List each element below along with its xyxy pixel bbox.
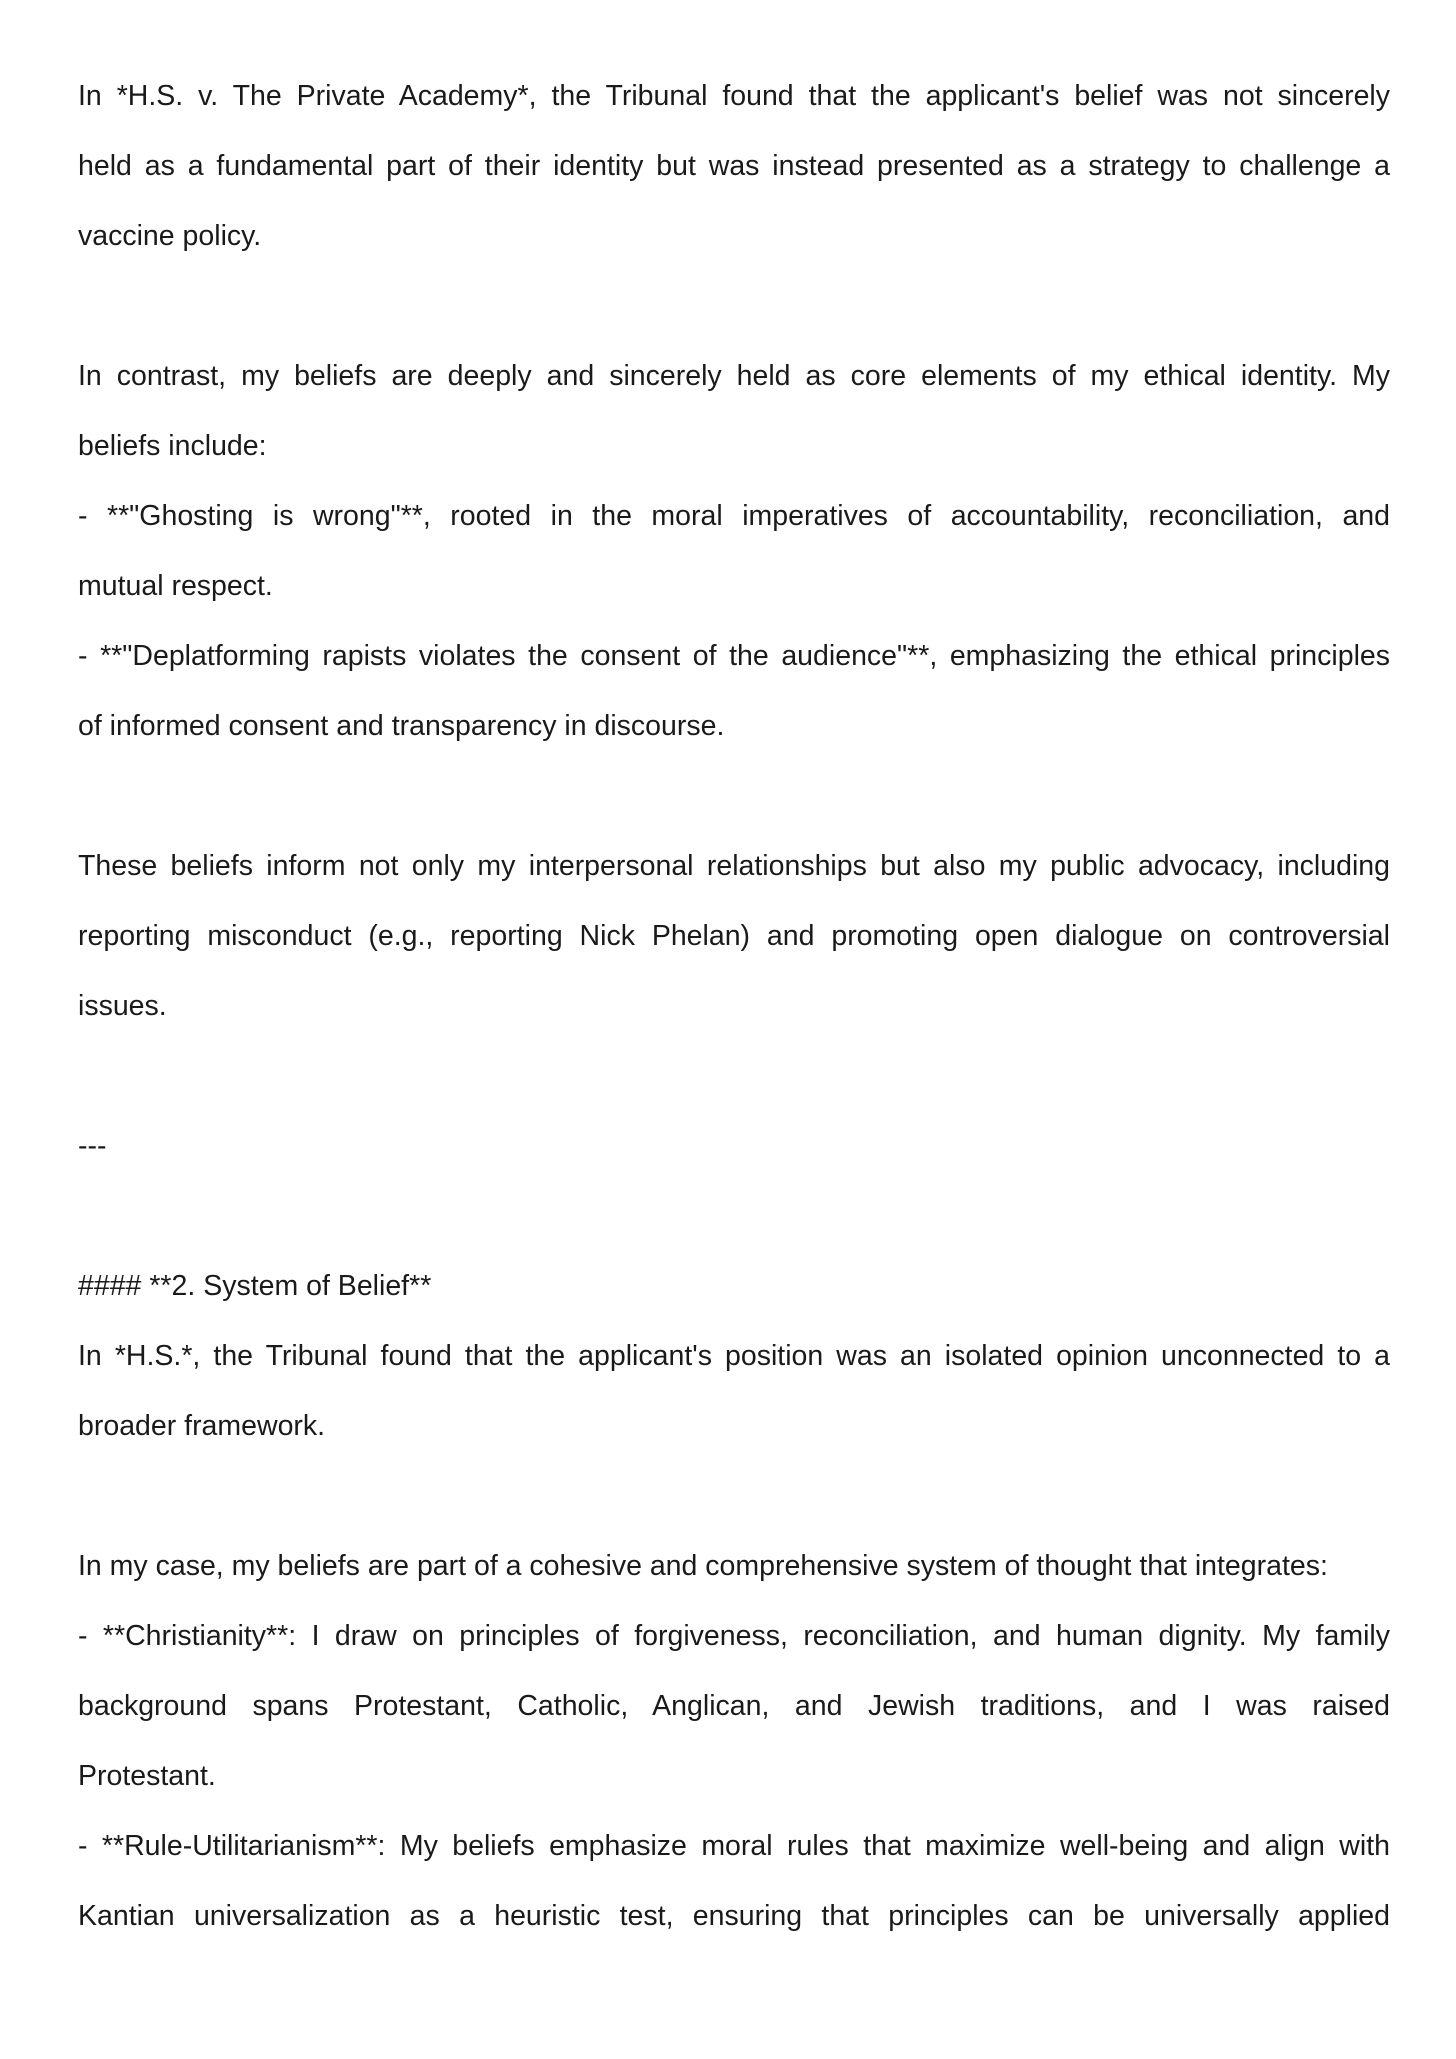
list-item-line: of informed consent and transparency in discourse.	[78, 710, 725, 742]
list-item-line: - **Rule-Utilitarianism**: My beliefs emphasize moral rules that maximize well-being and align with	[78, 1830, 1390, 1862]
paragraph-line: broader framework.	[78, 1410, 326, 1442]
paragraph-line: In my case, my beliefs are part of a cohesive and comprehensive system of thought that integrates:	[78, 1550, 1328, 1582]
paragraph-line: These beliefs inform not only my interpersonal relationships but also my public advocacy, including	[78, 850, 1390, 882]
paragraph-line: held as a fundamental part of their identity but was instead presented as a strategy to challenge a	[78, 150, 1390, 182]
list-item-line: - **Christianity**: I draw on principles of forgiveness, reconciliation, and human dignity. My family	[78, 1620, 1390, 1652]
paragraph-line: beliefs include:	[78, 430, 267, 462]
paragraph-line: In *H.S.*, the Tribunal found that the applicant's position was an isolated opinion unconnected to a	[78, 1340, 1390, 1372]
paragraph-line: reporting misconduct (e.g., reporting Nick Phelan) and promoting open dialogue on controversial	[78, 920, 1390, 952]
paragraph-line: issues.	[78, 990, 167, 1022]
list-item-line: background spans Protestant, Catholic, Anglican, and Jewish traditions, and I was raised	[78, 1690, 1390, 1722]
paragraph-line: In contrast, my beliefs are deeply and sincerely held as core elements of my ethical identity. My	[78, 360, 1390, 392]
paragraph-line: In *H.S. v. The Private Academy*, the Tribunal found that the applicant's belief was not sincerely	[78, 80, 1390, 112]
list-item-line: Kantian universalization as a heuristic test, ensuring that principles can be universally applied	[78, 1900, 1390, 1932]
list-item-line: - **"Deplatforming rapists violates the consent of the audience"**, emphasizing the ethical principles	[78, 640, 1390, 672]
section-heading: #### **2. System of Belief**	[78, 1270, 432, 1302]
list-item-line: Protestant.	[78, 1760, 216, 1792]
paragraph-line: vaccine policy.	[78, 220, 262, 252]
section-divider: ---	[78, 1130, 107, 1162]
list-item-line: - **"Ghosting is wrong"**, rooted in the moral imperatives of accountability, reconciliation, and	[78, 500, 1390, 532]
list-item-line: mutual respect.	[78, 570, 273, 602]
